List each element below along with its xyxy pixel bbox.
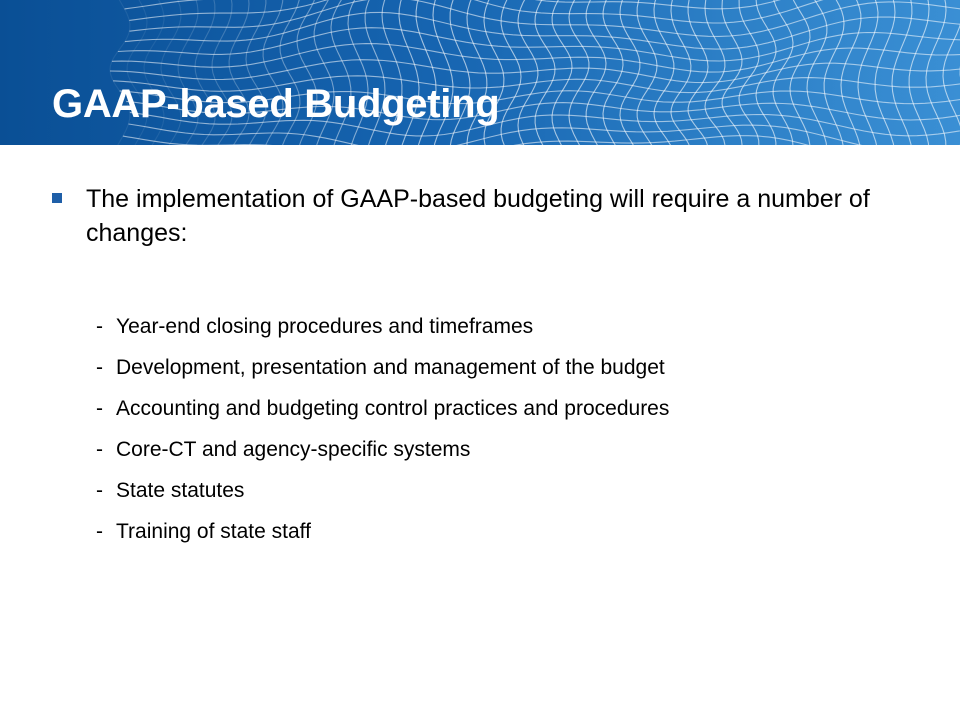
- sub-bullet-list: [96, 313, 669, 559]
- sub-bullet-text: Training of state staff: [116, 520, 311, 543]
- dash-marker: -: [96, 479, 103, 502]
- sub-bullet-item: [96, 477, 669, 518]
- dash-marker: -: [96, 315, 103, 338]
- sub-bullet-text: Development, presentation and management of the budget: [116, 356, 665, 379]
- sub-bullet-text: State statutes: [116, 479, 245, 502]
- slide-title: GAAP-based Budgeting: [52, 82, 500, 126]
- dash-marker: -: [96, 520, 103, 543]
- sub-bullet-item: [96, 436, 669, 477]
- dash-marker: -: [96, 356, 103, 379]
- dash-marker: -: [96, 438, 103, 461]
- square-bullet-icon: [52, 193, 62, 203]
- sub-bullet-text: Core-CT and agency-specific systems: [116, 438, 471, 461]
- sub-bullet-text: Accounting and budgeting control practices and procedures: [116, 397, 670, 420]
- sub-bullet-text: Year-end closing procedures and timeframes: [116, 315, 534, 338]
- sub-bullet-item: [96, 518, 669, 559]
- main-bullet-text: The implementation of GAAP-based budgeting will require a number of changes:: [86, 185, 870, 247]
- title-banner: [0, 0, 960, 145]
- main-bullet: [52, 182, 912, 250]
- dash-marker: -: [96, 397, 103, 420]
- sub-bullet-item: [96, 395, 669, 436]
- sub-bullet-item: [96, 313, 669, 354]
- sub-bullet-item: [96, 354, 669, 395]
